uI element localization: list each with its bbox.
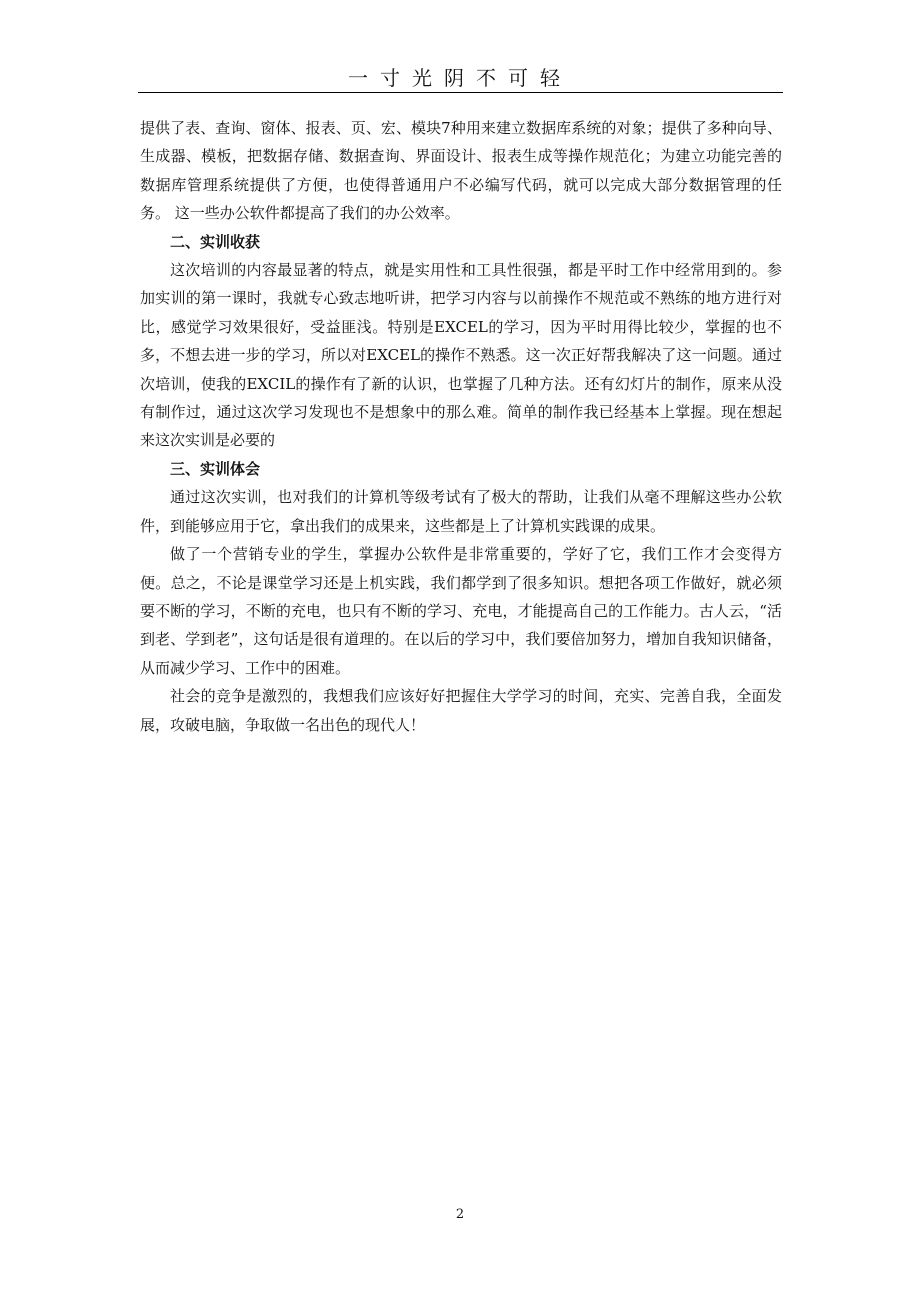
header-rule <box>138 92 783 93</box>
reflection-paragraph-3: 社会的竞争是激烈的，我想我们应该好好把握住大学学习的时间，充实、完善自我，全面发展，攻破电脑，争取做一名出色的现代人！ <box>140 687 782 734</box>
section-heading-gains: 二、实训收获 <box>170 232 261 251</box>
gains-paragraph: 这次培训的内容最显著的特点，就是实用性和工具性很强，都是平时工作中经常用到的。参加实训的第一课时，我就专心致志地听讲，把学习内容与以前操作不规范或不熟练的地方进行对比，感觉学习效果很好，受益匪浅。特别是EXCEL的学习，因为平时用得比较少，掌握的也不多，不想去进一步的学习，所以对EXCEL的操作不熟悉。这一次正好帮我解决了这一问题。通过次培训，使我的EXCIL的操作有了新的认识，也掌握了几种方法。还有幻灯片的制作，原来从没有制作过，通过这次学习发现也不是想象中的那么难。简单的制作我已经基本上掌握。现在想起来这次实训是必要的 <box>140 261 782 450</box>
section-heading-reflections: 三、实训体会 <box>170 459 261 478</box>
page-number: 2 <box>455 1207 465 1222</box>
reflection-paragraph-2: 做了一个营销专业的学生，掌握办公软件是非常重要的，学好了它，我们工作才会变得方便。总之，不论是课堂学习还是上机实践，我们都学到了很多知识。想把各项工作做好，就必须要不断的学习，不断的充电，也只有不断的学习、充电，才能提高自己的工作能力。古人云，“活到老、学到老”，这句话是很有道理的。在以后的学习中，我们要倍加努力，增加自我知识储备，从而减少学习、工作中的困难。 <box>140 545 782 677</box>
running-header: 一寸光阴不可轻 <box>348 66 572 90</box>
reflection-paragraph-1: 通过这次实训，也对我们的计算机等级考试有了极大的帮助，让我们从毫不理解这些办公软件，到能够应用于它，拿出我们的成果来，这些都是上了计算机实践课的成果。 <box>140 488 782 535</box>
document-body <box>140 114 782 739</box>
intro-paragraph: 提供了表、查询、窗体、报表、页、宏、模块7种用来建立数据库系统的对象；提供了多种向导、生成器、模板，把数据存储、数据查询、界面设计、报表生成等操作规范化；为建立功能完善的数据库管理系统提供了方便，也使得普通用户不必编写代码，就可以完成大部分数据管理的任务。 这一些办公软件都提高了我们的办公效率。 <box>140 119 782 223</box>
